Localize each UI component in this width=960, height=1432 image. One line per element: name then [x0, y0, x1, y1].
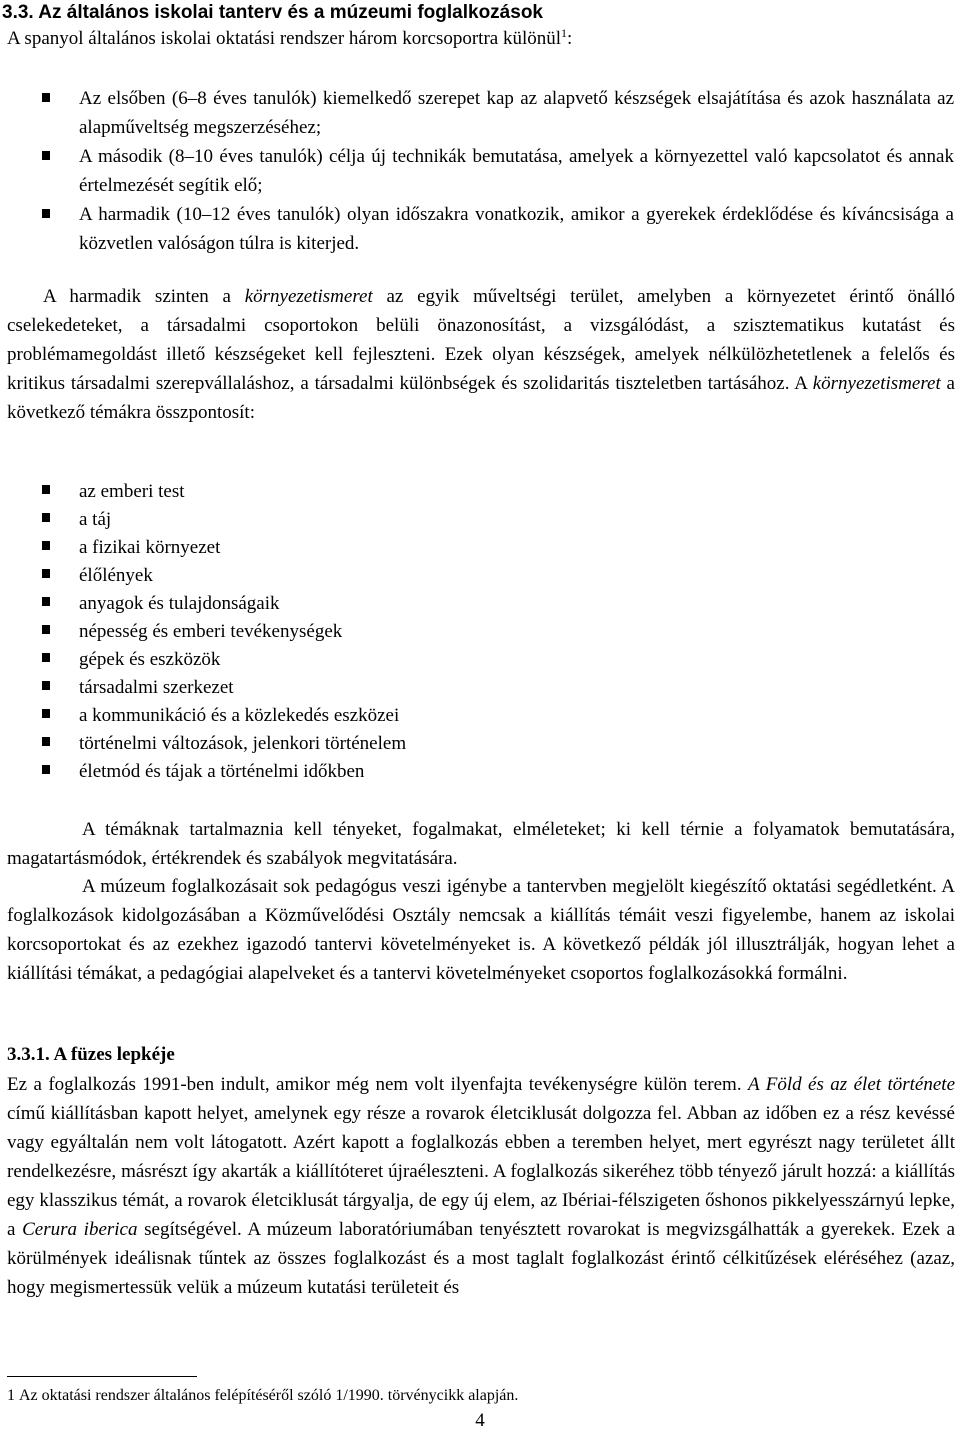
- env-term-1: környezetismeret: [244, 286, 373, 307]
- section-heading: 3.3. Az általános iskolai tanterv és a múzeumi foglalkozások: [2, 2, 543, 23]
- footnote-number: 1: [7, 1387, 15, 1404]
- subsection-title: 3.3.1. A füzes lepkéje: [7, 1044, 175, 1065]
- list-item: gépek és eszközök: [42, 646, 954, 674]
- museum-paragraph: A múzeum foglalkozásait sok pedagógus veszi igénybe a tantervben megjelölt kiegészítő oktatási segédletként. A foglalkozások kidolgozásában a Közművelődési Osztály nemcsak a kiállítás témáit veszi figyelembe, hanem az iskolai korcsoportokat és az ezekhez igazodó tantervi követelményeket is. A következő példák jól illusztrálják, hogyan lehet a kiállítási témákat, a pedagógiai alapelveket és a tantervi követelményeket csoportos foglalkozásokká formálni.: [7, 876, 955, 984]
- page-number: 4: [475, 1410, 485, 1431]
- list-item: anyagok és tulajdonságaik: [42, 590, 954, 618]
- intro-line: [7, 28, 572, 50]
- environment-paragraph: [7, 282, 955, 427]
- env-text-2: az egyik műveltségi terület, amelyben a környezetet érintő önálló cselekedeteket, a társadalmi csoportokon belüli önazonosítást, a vizsgálódást, a szisztematikus kutatást és problémamegoldást illető készségeket kell fejleszteni. Ezek olyan készségek, amelyek nélkülözhetetlenek a felelős és kritikus társadalmi szerepvállaláshoz, a társadalmi különbségek és szolidaritás tiszteletben tartásához. A: [7, 286, 955, 394]
- topics-paragraph: A témáknak tartalmaznia kell tényeket, fogalmakat, elméleteket; ki kell térnie a folyamatok bemutatására, magatartásmódok, értékrendek és szabályok megvitatására.: [7, 819, 955, 869]
- env-text-1: A harmadik szinten a: [43, 286, 245, 307]
- list-item: a kommunikáció és a közlekedés eszközei: [42, 702, 954, 730]
- list-item: a fizikai környezet: [42, 534, 954, 562]
- list-item: A harmadik (10–12 éves tanulók) olyan időszakra vonatkozik, amikor a gyerekek érdeklődése és kíváncsisága a közvetlen valóságon túlra is kiterjed.: [42, 200, 954, 258]
- butterfly-paragraph: [7, 1070, 955, 1302]
- topic-list: [42, 478, 954, 786]
- intro-text: A spanyol általános iskolai oktatási rendszer három korcsoportra különül: [7, 28, 562, 49]
- list-item: élőlények: [42, 562, 954, 590]
- list-item: a táj: [42, 506, 954, 534]
- butterfly-text-1: Ez a foglalkozás 1991-ben indult, amikor még nem volt ilyenfajta tevékenységre külön terem.: [7, 1074, 749, 1095]
- list-item: Az elsőben (6–8 éves tanulók) kiemelkedő szerepet kap az alapvető készségek elsajátítása és azok használata az alapműveltség megszerzéséhez;: [42, 84, 954, 142]
- footnote-text: Az oktatási rendszer általános felépítéséről szóló 1/1990. törvénycikk alapján.: [19, 1387, 519, 1404]
- butterfly-text-2: című kiállításban kapott helyet, amelynek egy része a rovarok életciklusát dolgozza fel. Abban az időben ez a rész kevéssé vagy egyáltalán nem volt látogatott. Azért kapott a foglalkozás ebben a teremben helyet, mert egyrészt nagy területet állt rendelkezésre, másrészt így akarták a kiállítóteret újraéleszteni. A foglalkozás sikeréhez több tényező járult hozzá: a kiállítás egy klasszikus témát, a rovarok életciklusát tárgyalja, de egy új elem, az Ibériai-félszigeten őshonos pikkelyesszárnyú lepke, a: [7, 1103, 955, 1240]
- env-text-3: a következő témákra összpontosít:: [7, 373, 955, 423]
- intro-suffix: :: [567, 28, 573, 49]
- list-item: A második (8–10 éves tanulók) célja új technikák bemutatása, amelyek a környezettel való kapcsolatot és annak értelmezését segítik elő;: [42, 142, 954, 200]
- footnote-divider: [7, 1376, 197, 1377]
- list-item: az emberi test: [42, 478, 954, 506]
- butterfly-text-3: segítségével. A múzeum laboratóriumában tenyésztett rovarokat is megvizsgálhatták a gyerekek. Ezek a körülmények ideálisnak tűntek az összes foglalkozást és a most taglalt foglalkozást érintő célkitűzések eléréséhez (azaz, hogy megismertessük velük a múzeum kutatási területeit és: [7, 1219, 956, 1298]
- exhibition-title: A Föld és az élet története: [748, 1074, 955, 1095]
- species-name: Cerura iberica: [22, 1219, 138, 1240]
- env-term-2: környezetismeret: [812, 373, 941, 394]
- footnote: [7, 1386, 518, 1406]
- list-item: történelmi változások, jelenkori történelem: [42, 730, 954, 758]
- list-item: társadalmi szerkezet: [42, 674, 954, 702]
- list-item: népesség és emberi tevékenységek: [42, 618, 954, 646]
- age-group-list: [42, 84, 954, 258]
- footnote-ref[interactable]: 1: [561, 26, 568, 40]
- list-item: életmód és tájak a történelmi időkben: [42, 758, 954, 786]
